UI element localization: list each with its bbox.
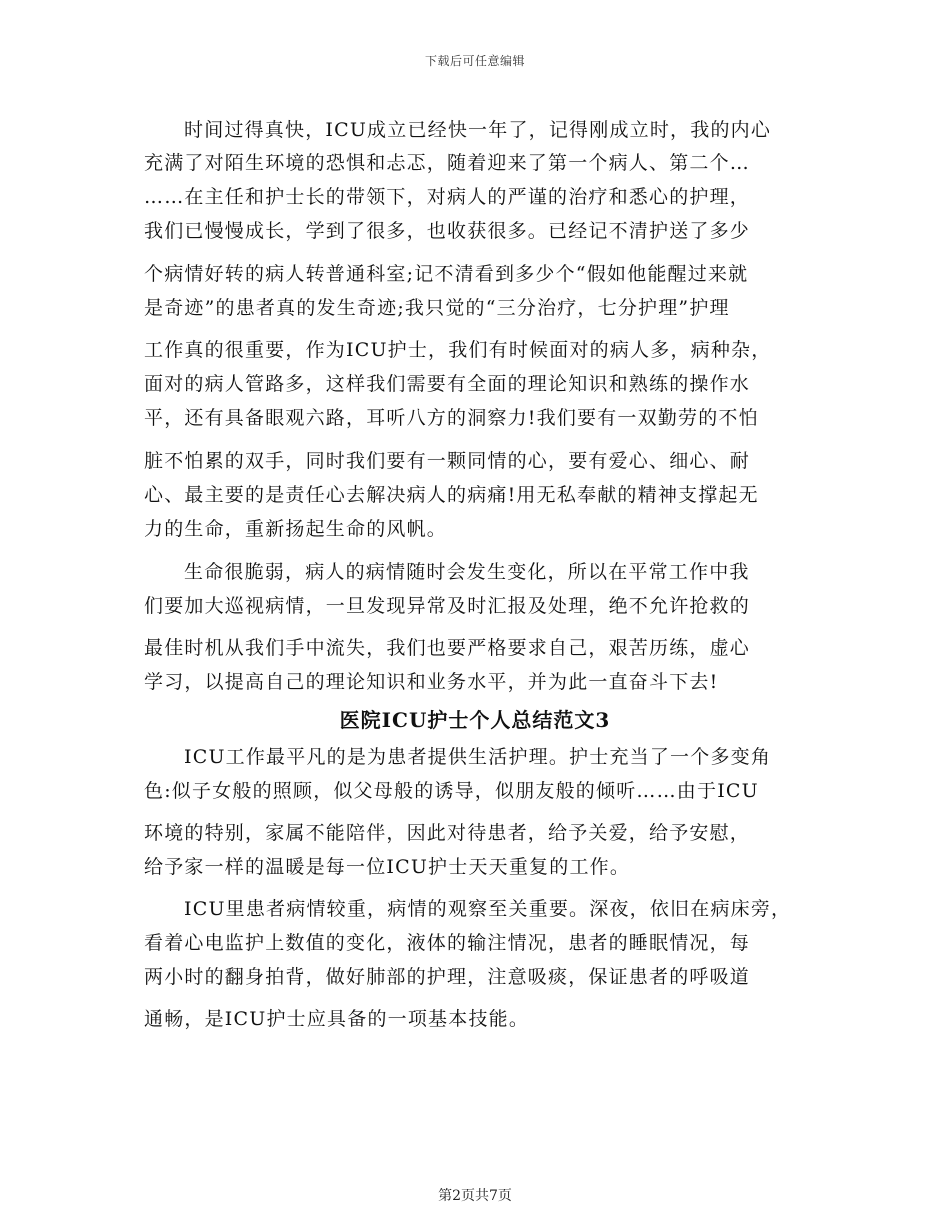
paragraph-2-line: 最佳时机从我们手中流失，我们也要严格要求自己，艰苦历练，虚心 [144,637,751,659]
paragraph-3-line: 环境的特别，家属不能陪伴，因此对待患者，给予关爱，给予安慰， [144,822,751,844]
section-heading: 医院ICU护士个人总结范文3 [339,708,611,732]
paragraph-4-line: 看着心电监护上数值的变化，液体的输注情况，患者的睡眠情况，每 [144,932,751,954]
paragraph-1-line: 是奇迹”的患者真的发生奇迹;我只觉的“三分治疗，七分护理”护理 [144,297,730,319]
paragraph-1-line: 平，还有具备眼观六路，耳听八方的洞察力!我们要有一双勤劳的不怕 [144,407,759,429]
paragraph-1-line: 时间过得真快，ICU成立已经快一年了，记得刚成立时，我的内心 [184,119,772,141]
paragraph-4-line: ICU里患者病情较重，病情的观察至关重要。深夜，依旧在病床旁， [184,898,792,920]
paragraph-1-line: 心、最主要的是责任心去解决病人的病痛!用无私奉献的精神支撑起无 [144,484,759,506]
page-number: 第2页共7页 [438,1188,512,1204]
paragraph-2-line: 学习，以提高自己的理论知识和业务水平，并为此一直奋斗下去! [144,671,719,693]
paragraph-1-line: ……在主任和护士长的带领下，对病人的严谨的治疗和悉心的护理， [144,186,751,208]
paragraph-1-line: 力的生命，重新扬起生命的风帆。 [144,518,448,540]
paragraph-1-line: 面对的病人管路多，这样我们需要有全面的理论知识和熟练的操作水 [144,373,751,395]
header-note: 下载后可任意编辑 [424,54,525,68]
paragraph-2-line: 们要加大巡视病情，一旦发现异常及时汇报及处理，绝不允许抢救的 [144,595,751,617]
paragraph-4-line: 两小时的翻身拍背，做好肺部的护理，注意吸痰，保证患者的呼吸道 [144,966,751,988]
paragraph-4-line: 通畅，是ICU护士应具备的一项基本技能。 [144,1008,530,1030]
paragraph-1-line: 我们已慢慢成长，学到了很多，也收获很多。已经记不清护送了多少 [144,220,751,242]
paragraph-1-line: 脏不怕累的双手，同时我们要有一颗同情的心，要有爱心、细心、耐 [144,450,751,472]
paragraph-3-line: 色:似子女般的照顾，似父母般的诱导，似朋友般的倾听……由于ICU [144,780,759,802]
paragraph-1-line: 工作真的很重要，作为ICU护士，我们有时候面对的病人多，病种杂， [144,339,772,361]
paragraph-1-line: 充满了对陌生环境的恐惧和忐忑，随着迎来了第一个病人、第二个… [144,152,751,174]
paragraph-3-line: ICU工作最平凡的是为患者提供生活护理。护士充当了一个多变角 [184,746,772,768]
paragraph-3-line: 给予家一样的温暖是每一位ICU护士天天重复的工作。 [144,856,631,878]
paragraph-1-line: 个病情好转的病人转普通科室;记不清看到多少个“假如他能醒过来就 [144,263,749,285]
paragraph-2-line: 生命很脆弱，病人的病情随时会发生变化，所以在平常工作中我 [184,561,750,583]
